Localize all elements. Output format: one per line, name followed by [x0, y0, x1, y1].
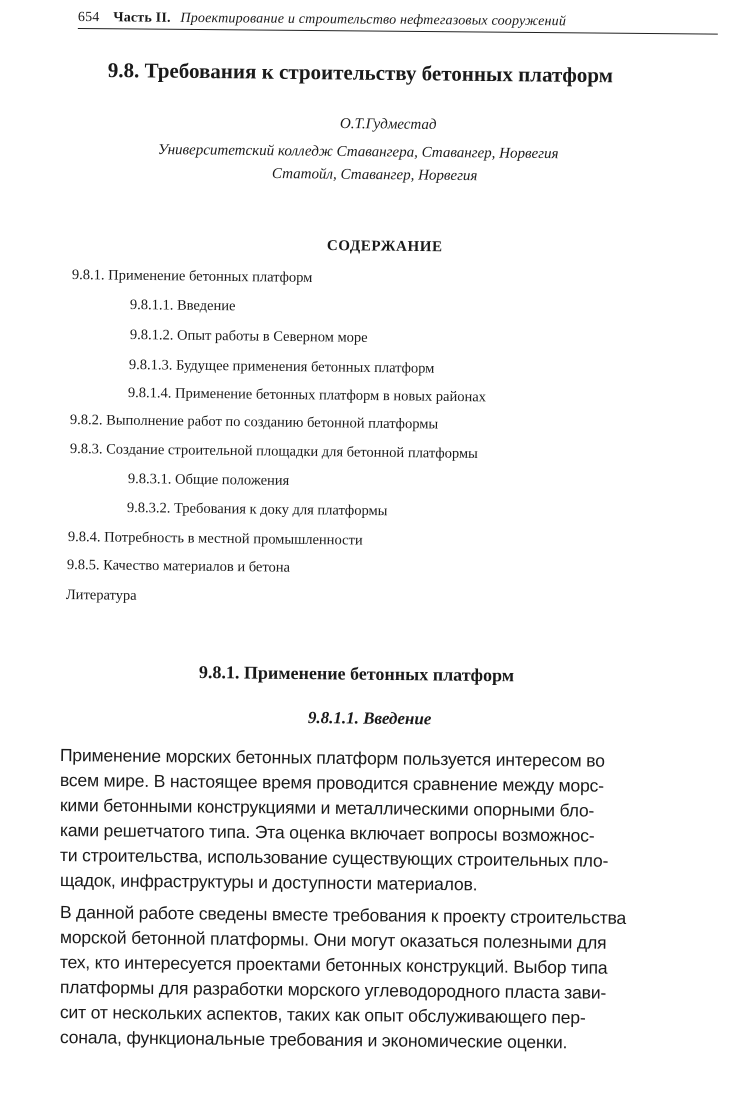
paragraph-1-line: всем мире. В настоящее время проводится сравнение между морс- — [59, 770, 604, 796]
paragraph-2-line: В данной работе сведены вместе требования к проекту строительства — [59, 902, 627, 928]
toc-item: Литература — [65, 587, 137, 604]
toc-item: 9.8.1.4. Применение бетонных платформ в новых районах — [127, 385, 487, 406]
subsection-heading: 9.8.1.1. Введение — [307, 708, 432, 729]
part-label: Часть II. — [113, 10, 171, 26]
toc-item: 9.8.4. Потребность в местной промышленности — [67, 529, 363, 549]
toc-item: 9.8.3.2. Требования к доку для платформы — [126, 500, 388, 520]
toc-item: 9.8.3. Создание строительной площадки для бетонной платформы — [69, 441, 478, 462]
section-heading: 9.8.1. Применение бетонных платформ — [198, 662, 515, 686]
paragraph-2-line: платформы для разработки морского углеводородного пласта зави- — [59, 977, 607, 1003]
running-header — [78, 10, 718, 35]
author: О.Т.Гудместад — [339, 116, 437, 134]
toc-item: 9.8.1.1. Введение — [129, 297, 236, 315]
toc-item: 9.8.5. Качество материалов и бетона — [66, 557, 291, 576]
paragraph-2-line: тех, кто интересуется проектами бетонных конструкций. Выбор типа — [59, 952, 608, 978]
paragraph-2-line: сит от нескольких аспектов, таких как опыт обслуживающего пер- — [59, 1002, 586, 1028]
toc-heading: СОДЕРЖАНИЕ — [326, 238, 443, 256]
toc-item: 9.8.2. Выполнение работ по созданию бетонной платформы — [69, 412, 439, 433]
paragraph-1-line: ти строительства, использование существующих строительных пло- — [59, 845, 609, 871]
paragraph-2-line: морской бетонной платформы. Они могут оказаться полезными для — [59, 927, 607, 953]
affiliation-statoil: Статойл, Ставангер, Норвегия — [271, 166, 478, 185]
paragraph-1-line: ками решетчатого типа. Эта оценка включает вопросы возможнос- — [59, 820, 595, 846]
toc-item: 9.8.1.2. Опыт работы в Северном море — [129, 327, 368, 346]
part-title: Проектирование и строительство нефтегазовых сооружений — [180, 10, 567, 30]
paragraph-1-line: щадок, инфраструктуры и доступности материалов. — [59, 870, 478, 895]
section-title: 9.8. Требования к строительству бетонных платформ — [107, 58, 614, 88]
affiliation-college: Университетский колледж Ставангера, Ставангер, Норвегия — [157, 142, 559, 163]
toc-item: 9.8.3.1. Общие положения — [127, 471, 290, 489]
toc-item: 9.8.1. Применение бетонных платформ — [71, 267, 313, 286]
toc-item: 9.8.1.3. Будущее применения бетонных платформ — [128, 357, 435, 377]
paragraph-1-line: Применение морских бетонных платформ пользуется интересом во — [59, 745, 605, 771]
paragraph-2-line: сонала, функциональные требования и экономические оценки. — [59, 1027, 568, 1053]
paragraph-1-line: кими бетонными конструкциями и металлическими опорными бло- — [59, 795, 595, 821]
page-number: 654 — [77, 10, 100, 26]
